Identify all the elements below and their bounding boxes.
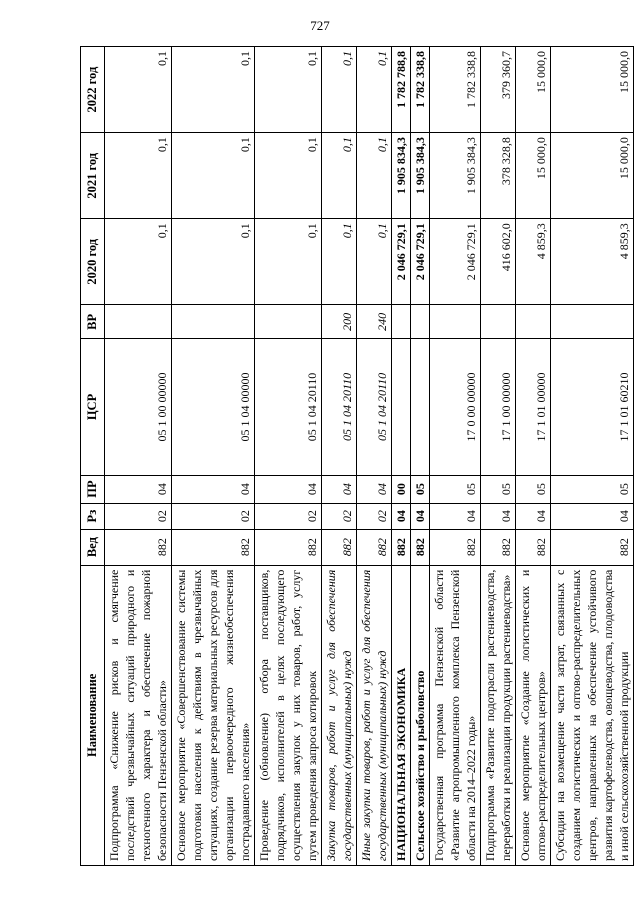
table-row [105,47,172,866]
cell-rz: 02 [172,503,255,529]
cell-2022: 0,1 [322,47,357,133]
cell-name: Закупка товаров, работ и услуг для обеспечения государственных (муниципальных) нужд [322,565,357,865]
cell-rz: 02 [322,503,357,529]
cell-2021: 15 000,0 [551,133,634,219]
cell-2022: 0,1 [105,47,172,133]
cell-csr: 17 1 01 00000 [516,339,551,475]
cell-rz: 04 [481,503,516,529]
cell-2021: 1 905 384,3 [411,133,430,219]
table-body [105,47,634,866]
cell-ved: 882 [392,529,411,565]
cell-2022: 1 782 338,8 [430,47,481,133]
cell-ved: 882 [105,529,172,565]
cell-pr: 04 [172,475,255,503]
header-2021: 2021 год [81,133,105,219]
header-2022: 2022 год [81,47,105,133]
table-row [551,47,634,866]
cell-2021: 0,1 [357,133,392,219]
cell-pr: 04 [255,475,322,503]
cell-vr [516,305,551,339]
header-2020: 2020 год [81,219,105,305]
cell-2020: 2 046 729,1 [392,219,411,305]
cell-vr: 240 [357,305,392,339]
cell-ved: 882 [516,529,551,565]
cell-2020: 4 859,3 [551,219,634,305]
header-ved: Вед [81,529,105,565]
page-number: 727 [310,18,330,33]
cell-2020: 4 859,3 [516,219,551,305]
cell-csr [411,339,430,475]
cell-rz: 04 [430,503,481,529]
cell-name: Иные закупки товаров, работ и услуг для обеспечения государственных (муниципальных) нужд [357,565,392,865]
cell-csr: 05 1 04 20110 [255,339,322,475]
cell-name: Подпрограмма «Развитие подотрасли растениеводства, переработки и реализации продукции растениеводства» [481,565,516,865]
cell-csr: 17 0 00 00000 [430,339,481,475]
cell-vr: 200 [322,305,357,339]
cell-csr: 05 1 04 20110 [322,339,357,475]
cell-2021: 0,1 [255,133,322,219]
cell-name: Основное мероприятие «Создание логистических и оптово-распределительных центров» [516,565,551,865]
cell-2022: 15 000,0 [516,47,551,133]
cell-2022: 0,1 [255,47,322,133]
rotated-budget-table-container [80,46,631,866]
cell-2020: 0,1 [172,219,255,305]
cell-csr: 05 1 04 00000 [172,339,255,475]
cell-ved: 882 [255,529,322,565]
cell-vr [255,305,322,339]
header-pr: ПР [81,475,105,503]
cell-name: Государственная программа Пензенской области «Развитие агропромышленного комплекса Пензенской области на 2014–2022 годы» [430,565,481,865]
cell-2021: 0,1 [322,133,357,219]
cell-2021: 0,1 [172,133,255,219]
cell-name: НАЦИОНАЛЬНАЯ ЭКОНОМИКА [392,565,411,865]
cell-2021: 0,1 [105,133,172,219]
table-row [172,47,255,866]
cell-2020: 0,1 [105,219,172,305]
cell-2022: 379 360,7 [481,47,516,133]
cell-ved: 882 [172,529,255,565]
cell-2022: 15 000,0 [551,47,634,133]
cell-rz: 02 [357,503,392,529]
cell-pr: 04 [357,475,392,503]
cell-name: Проведение (обновление) отбора поставщиков, подрядчиков, исполнителей в целях последующего осуществления закупок у них товаров, работ, услуг путем проведения запроса котировок [255,565,322,865]
cell-vr [430,305,481,339]
table-row [255,47,322,866]
cell-pr: 05 [411,475,430,503]
cell-2020: 0,1 [322,219,357,305]
cell-vr [172,305,255,339]
cell-csr [392,339,411,475]
table-row [392,47,411,866]
cell-vr [105,305,172,339]
cell-pr: 04 [105,475,172,503]
cell-name: Основное мероприятие «Совершенствование системы подготовки населения к действиям в чрезвычайных ситуациях, создание резерва материальных ресурсов для организации первоочередного жизнеобеспечения пострадавшего населения» [172,565,255,865]
cell-rz: 04 [516,503,551,529]
table-row [516,47,551,866]
header-csr: ЦСР [81,339,105,475]
header-rz: Рз [81,503,105,529]
cell-rz: 02 [105,503,172,529]
cell-ved: 882 [551,529,634,565]
cell-name: Субсидии на возмещение части затрат, связанных с созданием логистических и оптово-распределительных центров, направленных на обеспечение устойчивого развития картофелеводства, овощеводства, плодоводства и иной сельскохозяйственной продукции [551,565,634,865]
cell-rz: 04 [551,503,634,529]
cell-pr: 00 [392,475,411,503]
cell-2021: 1 905 834,3 [392,133,411,219]
budget-table [80,46,634,866]
cell-csr: 17 1 00 00000 [481,339,516,475]
cell-name: Сельское хозяйство и рыболовство [411,565,430,865]
cell-ved: 882 [481,529,516,565]
cell-2021: 378 328,8 [481,133,516,219]
cell-vr [481,305,516,339]
cell-2022: 0,1 [357,47,392,133]
table-row [322,47,357,866]
header-name: Наименование [81,565,105,865]
cell-ved: 882 [411,529,430,565]
cell-2020: 0,1 [255,219,322,305]
cell-csr: 05 1 04 20110 [357,339,392,475]
cell-pr: 05 [516,475,551,503]
header-vr: ВР [81,305,105,339]
cell-vr [392,305,411,339]
cell-csr: 05 1 00 00000 [105,339,172,475]
cell-vr [411,305,430,339]
cell-rz: 04 [392,503,411,529]
cell-pr: 04 [322,475,357,503]
cell-pr: 05 [430,475,481,503]
cell-pr: 05 [551,475,634,503]
cell-2022: 1 782 338,8 [411,47,430,133]
table-row [411,47,430,866]
cell-2020: 2 046 729,1 [430,219,481,305]
table-header-row [81,47,105,866]
table-row [481,47,516,866]
cell-pr: 05 [481,475,516,503]
cell-2022: 1 782 788,8 [392,47,411,133]
cell-2021: 15 000,0 [516,133,551,219]
cell-2021: 1 905 384,3 [430,133,481,219]
cell-2020: 416 602,0 [481,219,516,305]
cell-ved: 882 [322,529,357,565]
cell-2020: 2 046 729,1 [411,219,430,305]
table-row [357,47,392,866]
cell-rz: 04 [411,503,430,529]
cell-name: Подпрограмма «Снижение рисков и смягчение последствий чрезвычайных ситуаций природного и техногенного характера и обеспечение пожарной безопасности Пензенской области» [105,565,172,865]
cell-2022: 0,1 [172,47,255,133]
cell-2020: 0,1 [357,219,392,305]
cell-vr [551,305,634,339]
cell-ved: 882 [430,529,481,565]
cell-rz: 02 [255,503,322,529]
table-row [430,47,481,866]
cell-csr: 17 1 01 60210 [551,339,634,475]
cell-ved: 882 [357,529,392,565]
